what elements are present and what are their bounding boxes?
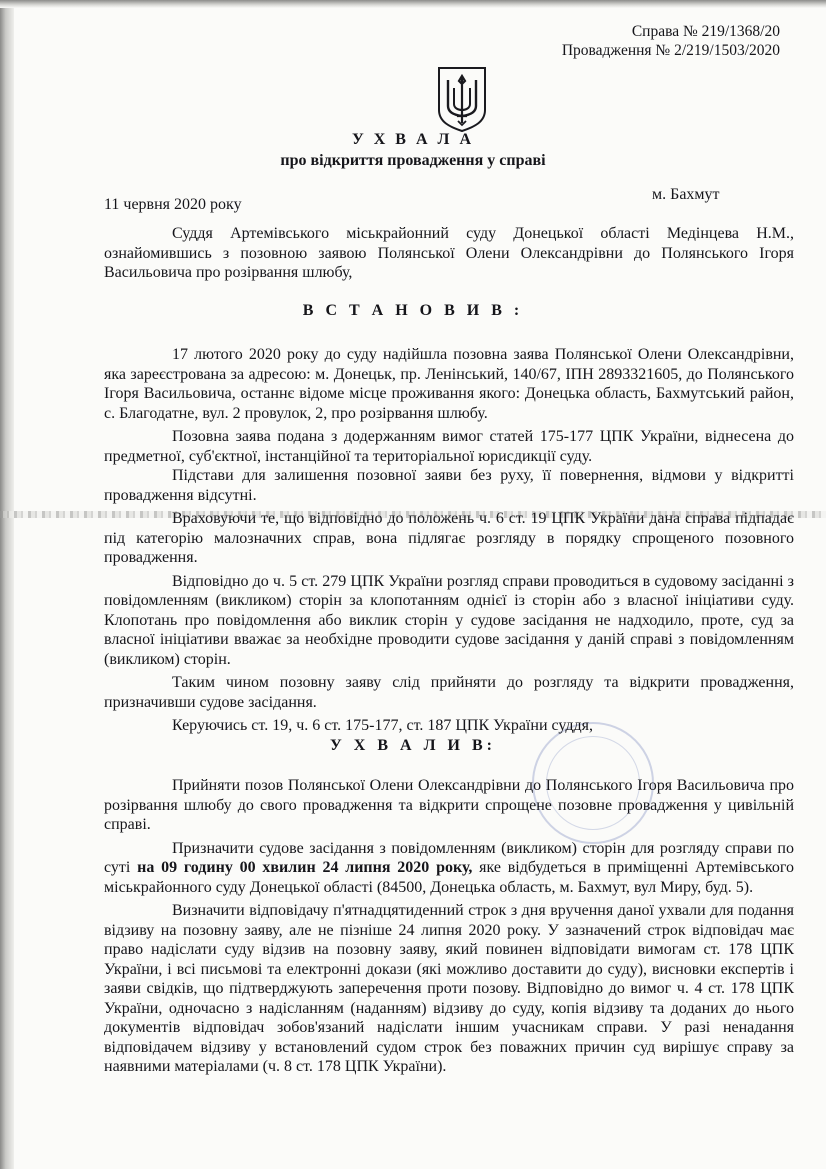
intro-block — [104, 224, 794, 283]
document-title: У Х В А Л А — [352, 131, 474, 148]
hearing-datetime: на 09 годину 00 хвилин 24 липня 2020 року, — [137, 859, 473, 876]
ruled-heading: У Х В А Л И В: — [330, 737, 496, 754]
case-number-block — [562, 22, 780, 60]
established-paragraph: Відповідно до ч. 5 ст. 279 ЦПК України розгляд справи проводиться в судовому засіданні з повідомленням (викликом) сторін за клопотанням однієї із сторін або з власної ініціативи суду. Клопотань про повідомлення або виклик сторін у судове засідання не надходило, проте, суд за власної ініціативи вважає за необхідне проводити судове засідання у даній справі з повідомленням (викликом) сторін. — [104, 572, 794, 668]
intro-paragraph: Суддя Артемівського міськрайонний суду Донецької області Медінцева Н.М., ознайомившись з позовною заявою Полянської Олени Олександрівни до Полянського Ігоря Васильовича про розірвання шлюбу, — [104, 225, 794, 281]
established-paragraph: Керуючись ст. 19, ч. 6 ст. 175-177, ст. 187 ЦПК України суддя, — [172, 717, 594, 734]
document-date: 11 червня 2020 року — [104, 196, 242, 213]
ruled-paragraph: Визначити відповідачу п'ятнадцятиденний строк з дня вручення даної ухвали для подання відзиву на позовну заяву, але не пізніше 24 липня 2020 року. У зазначений строк відповідач має право надіслати суду відзив на позовну заяву, який повинен відповідати вимогам ст. 178 ЦПК України, і всі письмові та електронні докази (які можливо доставити до суду), висновки експертів і заяви свідків, що підтверджують заперечення проти позову. Відповідно до вимог ч. 4 ст. 178 ЦПК України, одночасно з надісланням (наданням) відзиву до суду, копія відзиву та доданих до нього документів відповідач зобов'язаний надіслати іншим учасникам справи. У разі ненадання відповідачем відзиву у встановлений судом строк без поважних причин суд вирішує справу за наявними матеріалами (ч. 8 ст. 178 ЦПК України). — [104, 902, 794, 1075]
scan-top-edge — [0, 0, 826, 8]
document-city: м. Бахмут — [652, 186, 720, 203]
ruled-text: яке відбудеться в приміщенні Артемівського міськрайонного суду Донецької області (84500, Донецька область, м. Бахмут, вул Миру, буд. 5). — [104, 859, 794, 896]
case-number: Справа № 219/1368/20 — [631, 23, 780, 40]
established-paragraph: 17 лютого 2020 року до суду надійшла позовна заява Полянської Олени Олександрівни, яка зареєстрована за адресою: м. Донецьк, пр. Ленінський, 140/67, ІПН 2893321605, до Полянського Ігоря Васильовича, останнє відоме місце проживання якого: Донецька область, Бахмутський район, с. Благодатне, вул. 2 провулок, 2, про розірвання шлюбу. — [104, 346, 794, 422]
established-paragraph: Позовна заява подана з додержанням вимог статей 175-177 ЦПК України, віднесена до предметної, суб'єктної, інстанційної та територіальної юрисдикції суду. — [104, 428, 794, 465]
established-block — [104, 345, 794, 736]
established-paragraph: Підстави для залишення позовної заяви без руху, її повернення, відмови у відкритті провадження відсутні. — [104, 467, 794, 504]
ruled-text: Призначити судове засідання з повідомленням (викликом) сторін для розгляду справи по суті — [104, 839, 794, 876]
ruled-paragraph: Прийняти позов Полянської Олени Олександрівни до Полянського Ігоря Васильовича про розірвання шлюбу до свого провадження та відкрити спрощене позовне провадження у цивільній справі. — [104, 777, 794, 833]
established-heading: В С Т А Н О В И В : — [302, 302, 524, 319]
document-subtitle: про відкриття провадження у справі — [280, 152, 546, 169]
ruled-block — [104, 776, 794, 1077]
ruled-paragraph — [104, 839, 794, 898]
trident-coat-of-arms-icon — [436, 66, 488, 132]
scan-left-edge — [0, 0, 14, 1169]
proceeding-number: Провадження № 2/219/1503/2020 — [561, 42, 780, 59]
established-paragraph: Враховуючи те, що відповідно до положень ч. 6 ст. 19 ЦПК України дана справа підпадає під категорію малозначних справ, вона підлягає розгляду в порядку спрощеного позовного провадження. — [104, 510, 794, 566]
established-paragraph: Таким чином позовну заяву слід прийняти до розгляду та відкрити провадження, призначивши судове засідання. — [104, 674, 794, 711]
